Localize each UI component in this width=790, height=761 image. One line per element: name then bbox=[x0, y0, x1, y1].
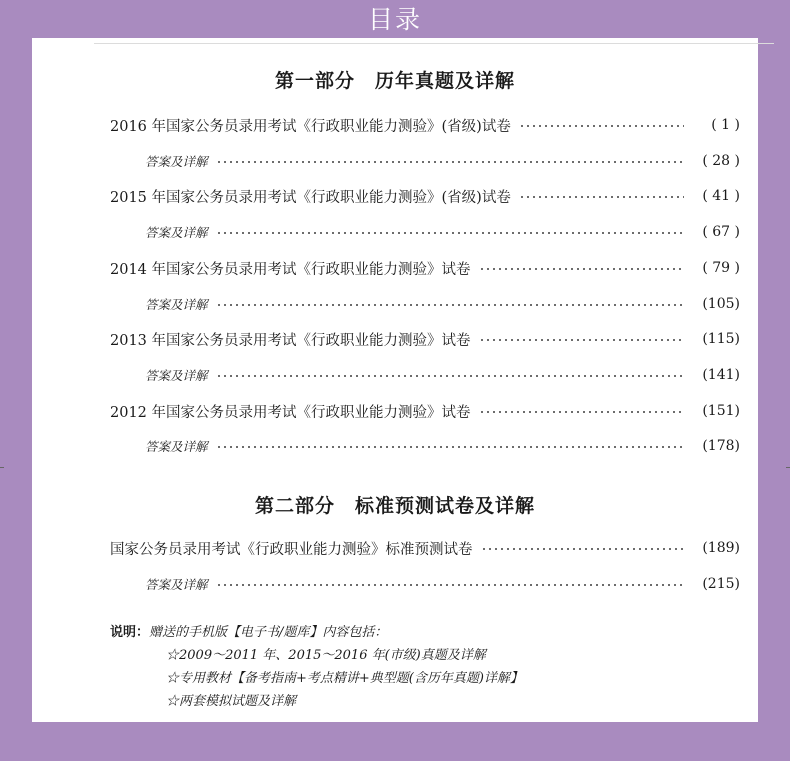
toc-entry-page: (189) bbox=[702, 540, 740, 556]
top-rule bbox=[94, 43, 774, 44]
toc-entry[interactable] bbox=[110, 538, 740, 558]
toc-entry-answers[interactable] bbox=[145, 151, 740, 171]
toc-entry-label: 答案及详解 bbox=[145, 297, 208, 312]
toc-entry[interactable] bbox=[110, 401, 740, 421]
crop-mark-right bbox=[786, 467, 790, 468]
header-title: 目录 bbox=[367, 5, 422, 34]
toc-page bbox=[32, 38, 758, 722]
crop-mark-left bbox=[0, 467, 4, 468]
toc-entry-page: ( 79 ) bbox=[702, 260, 740, 276]
leader-dots bbox=[216, 584, 684, 586]
notes-heading: 说明： bbox=[110, 625, 150, 640]
leader-dots bbox=[519, 196, 684, 198]
leader-dots bbox=[519, 125, 684, 127]
toc-entry-label: 答案及详解 bbox=[145, 577, 208, 592]
section-title-part-1: 第一部分 历年真题及详解 bbox=[274, 70, 515, 92]
toc-entry-page: ( 28 ) bbox=[702, 153, 740, 169]
toc-entry-answers[interactable] bbox=[145, 436, 740, 456]
toc-entry-label: 答案及详解 bbox=[145, 368, 208, 383]
toc-entry-label: 2012 年国家公务员录用考试《行政职业能力测验》试卷 bbox=[110, 404, 471, 421]
toc-entry-answers[interactable] bbox=[145, 222, 740, 242]
toc-entry-label: 答案及详解 bbox=[145, 154, 208, 169]
leader-dots bbox=[216, 304, 684, 306]
toc-entry-answers[interactable] bbox=[145, 294, 740, 314]
toc-entry-label: 2016 年国家公务员录用考试《行政职业能力测验》(省级)试卷 bbox=[110, 118, 511, 135]
section-title-part-2: 第二部分 标准预测试卷及详解 bbox=[254, 495, 535, 517]
notes-intro: 赠送的手机版【电子书/题库】内容包括： bbox=[149, 625, 388, 640]
toc-entry-page: (215) bbox=[702, 576, 740, 592]
toc-entry[interactable] bbox=[110, 186, 740, 206]
leader-dots bbox=[216, 375, 684, 377]
toc-entry[interactable] bbox=[110, 258, 740, 278]
toc-entry-page: (178) bbox=[702, 438, 740, 454]
notes-block bbox=[110, 621, 523, 713]
toc-entry-page: ( 67 ) bbox=[702, 224, 740, 240]
notes-item: ☆两套模拟试题及详解 bbox=[166, 694, 297, 709]
toc-entry-page: (151) bbox=[702, 403, 740, 419]
toc-entry-label: 2015 年国家公务员录用考试《行政职业能力测验》(省级)试卷 bbox=[110, 189, 511, 206]
toc-entry[interactable] bbox=[110, 329, 740, 349]
leader-dots bbox=[479, 411, 684, 413]
toc-entry-page: (115) bbox=[702, 331, 740, 347]
leader-dots bbox=[479, 339, 684, 341]
leader-dots bbox=[479, 268, 684, 270]
toc-entry-label: 答案及详解 bbox=[145, 439, 208, 454]
toc-entry-page: ( 1 ) bbox=[711, 117, 740, 133]
notes-item: ☆专用教材【备考指南+考点精讲+典型题(含历年真题)详解】 bbox=[166, 671, 523, 686]
leader-dots bbox=[216, 446, 684, 448]
toc-entry-answers[interactable] bbox=[145, 574, 740, 594]
leader-dots bbox=[481, 548, 685, 550]
toc-entry[interactable] bbox=[110, 115, 740, 135]
toc-entry-label: 答案及详解 bbox=[145, 225, 208, 240]
toc-entry-answers[interactable] bbox=[145, 365, 740, 385]
leader-dots bbox=[216, 232, 684, 234]
toc-entry-label: 国家公务员录用考试《行政职业能力测验》标准预测试卷 bbox=[110, 541, 473, 558]
leader-dots bbox=[216, 161, 684, 163]
toc-entry-page: ( 41 ) bbox=[702, 188, 740, 204]
toc-entry-page: (105) bbox=[702, 296, 740, 312]
notes-item: ☆2009～2011 年、2015～2016 年(市级)真题及详解 bbox=[166, 648, 486, 663]
toc-entry-label: 2013 年国家公务员录用考试《行政职业能力测验》试卷 bbox=[110, 332, 471, 349]
toc-entry-label: 2014 年国家公务员录用考试《行政职业能力测验》试卷 bbox=[110, 261, 471, 278]
toc-entry-page: (141) bbox=[702, 367, 740, 383]
